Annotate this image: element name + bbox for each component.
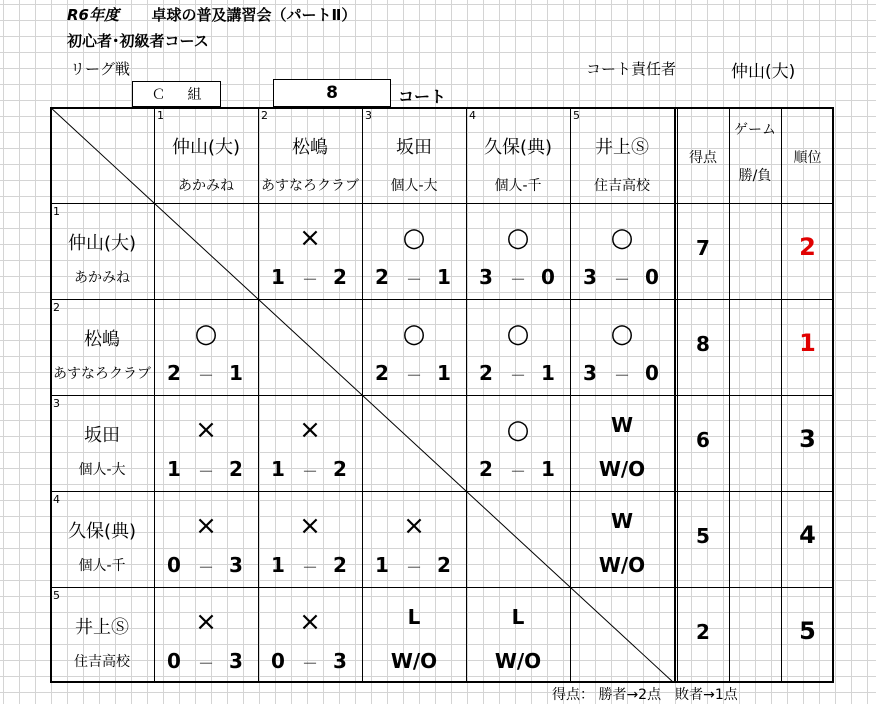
score-dash: － — [197, 558, 214, 577]
score-won: 0 — [167, 649, 181, 673]
score-won: 0 — [271, 649, 285, 673]
score-dash: － — [197, 366, 214, 385]
court-label: コート — [398, 87, 447, 106]
score-won: 1 — [167, 457, 181, 481]
score-dash: － — [301, 654, 318, 673]
player-rank: 3 — [799, 425, 816, 453]
score-lost: 1 — [437, 361, 451, 385]
score-won: 1 — [271, 553, 285, 577]
col-player-number: 5 — [573, 109, 580, 122]
row-divider-1 — [50, 203, 834, 204]
row-player-number: 5 — [53, 589, 60, 602]
walkover-label: W/O — [598, 457, 646, 481]
row-player-number: 1 — [53, 205, 60, 218]
league-label: リーグ戦 — [70, 60, 131, 78]
walkover-label: W/O — [390, 649, 438, 673]
points-header: 得点 — [689, 150, 717, 166]
col-player-team: あすなろクラブ — [261, 178, 359, 194]
course-name: 初心者･初級者コース — [67, 32, 209, 50]
score-dash: － — [405, 270, 422, 289]
score-dash: － — [613, 366, 630, 385]
result-mark: ○ — [194, 319, 218, 349]
score-won: 1 — [271, 265, 285, 289]
score-lost: 1 — [541, 457, 555, 481]
result-mark: × — [403, 511, 425, 541]
score-dash: － — [509, 462, 526, 481]
col-player-name: 坂田 — [396, 137, 432, 158]
col-player-name: 松嶋 — [292, 137, 328, 158]
score-lost: 2 — [333, 553, 347, 577]
row-player-name: 仲山(大) — [67, 233, 137, 254]
row-player-name: 久保(典) — [67, 521, 137, 542]
score-won: 0 — [167, 553, 181, 577]
result-mark: ○ — [506, 319, 530, 349]
row-player-team: 住吉高校 — [74, 654, 130, 670]
score-won: 1 — [271, 457, 285, 481]
row-player-team: あすなろクラブ — [53, 366, 151, 382]
table-border-top — [50, 107, 834, 109]
score-won: 3 — [583, 265, 597, 289]
score-dash: － — [509, 270, 526, 289]
player-points: 7 — [696, 236, 710, 260]
player-points: 8 — [696, 332, 710, 356]
result-mark: × — [195, 607, 217, 637]
score-dash: － — [301, 558, 318, 577]
result-mark: × — [299, 511, 321, 541]
row-player-name: 松嶋 — [84, 329, 120, 350]
score-dash: － — [301, 462, 318, 481]
group-label: 組 — [187, 87, 202, 103]
col-player-team: 個人-大 — [390, 178, 438, 194]
score-lost: 0 — [645, 361, 659, 385]
row-divider-3 — [50, 395, 834, 396]
col-player-team: 個人-千 — [494, 178, 542, 194]
score-lost: 0 — [541, 265, 555, 289]
score-won: 2 — [479, 361, 493, 385]
score-won: 2 — [375, 361, 389, 385]
result-mark: × — [299, 607, 321, 637]
rank-header: 順位 — [793, 150, 822, 166]
corner-diagonal — [50, 107, 154, 203]
row-player-name: 坂田 — [84, 425, 120, 446]
walkover-label: W/O — [598, 553, 646, 577]
col-player-team: あかみね — [178, 178, 234, 194]
score-won: 2 — [479, 457, 493, 481]
col-player-name: 井上Ⓢ — [595, 137, 649, 158]
score-dash: － — [197, 462, 214, 481]
court-manager-name: 仲山(大) — [731, 62, 796, 82]
col-player-name: 久保(典) — [483, 137, 553, 158]
score-lost: 3 — [333, 649, 347, 673]
col-player-number: 2 — [261, 109, 268, 122]
result-mark: ○ — [610, 319, 634, 349]
row-player-number: 3 — [53, 397, 60, 410]
score-won: 1 — [375, 553, 389, 577]
score-lost: 3 — [229, 649, 243, 673]
col-player-number: 4 — [469, 109, 476, 122]
result-mark: × — [299, 415, 321, 445]
score-lost: 1 — [541, 361, 555, 385]
col-player-number: 1 — [157, 109, 164, 122]
court-number: 8 — [326, 83, 338, 103]
score-lost: 2 — [333, 457, 347, 481]
row-player-team: 個人-千 — [78, 558, 126, 574]
row-divider-2 — [50, 299, 834, 300]
result-mark: ○ — [402, 223, 426, 253]
header-year: R6年度 — [67, 6, 119, 24]
header-title: 卓球の普及講習会（パートⅡ） — [151, 6, 357, 24]
game-header-top: ゲーム — [734, 122, 776, 138]
walkover-label: W/O — [494, 649, 542, 673]
player-rank: 1 — [799, 329, 816, 357]
score-lost: 2 — [229, 457, 243, 481]
result-mark: × — [195, 511, 217, 541]
walkover-result: W — [610, 509, 634, 533]
player-rank: 5 — [799, 617, 816, 645]
result-mark: ○ — [506, 415, 530, 445]
walkover-result: L — [511, 605, 525, 629]
score-lost: 0 — [645, 265, 659, 289]
row-divider-5 — [50, 587, 834, 588]
col-player-number: 3 — [365, 109, 372, 122]
court-number-box — [273, 79, 391, 107]
row-player-name: 井上Ⓢ — [75, 617, 129, 638]
row-player-number: 2 — [53, 301, 60, 314]
result-mark: × — [195, 415, 217, 445]
player-rank: 4 — [799, 521, 816, 549]
player-points: 6 — [696, 428, 710, 452]
score-dash: － — [405, 366, 422, 385]
score-lost: 1 — [229, 361, 243, 385]
score-won: 3 — [583, 361, 597, 385]
score-lost: 2 — [437, 553, 451, 577]
player-points: 2 — [696, 620, 710, 644]
game-header-bottom: 勝/負 — [738, 168, 772, 184]
table-border-bottom — [50, 681, 834, 683]
score-dash: － — [613, 270, 630, 289]
footer-note: 得点： 勝者→2点 敗者→1点 — [552, 687, 738, 703]
score-dash: － — [197, 654, 214, 673]
result-mark: ○ — [610, 223, 634, 253]
row-divider-4 — [50, 491, 834, 492]
header-title-line — [67, 4, 356, 25]
walkover-result: L — [407, 605, 421, 629]
score-lost: 3 — [229, 553, 243, 577]
group-letter: Ｃ — [151, 87, 166, 103]
col-player-name: 仲山(大) — [171, 137, 241, 158]
league-table — [50, 107, 834, 683]
group-box — [132, 81, 221, 107]
row-player-team: あかみね — [74, 270, 130, 286]
row-player-team: 個人-大 — [78, 462, 126, 478]
player-rank: 2 — [799, 233, 816, 261]
score-dash: － — [301, 270, 318, 289]
result-mark: × — [299, 223, 321, 253]
col-player-team: 住吉高校 — [594, 178, 650, 194]
score-lost: 1 — [437, 265, 451, 289]
result-mark: ○ — [506, 223, 530, 253]
row-player-number: 4 — [53, 493, 60, 506]
court-manager-label: コート責任者 — [586, 60, 677, 78]
score-dash: － — [405, 558, 422, 577]
score-won: 2 — [167, 361, 181, 385]
player-points: 5 — [696, 524, 710, 548]
result-mark: ○ — [402, 319, 426, 349]
score-dash: － — [509, 366, 526, 385]
score-won: 2 — [375, 265, 389, 289]
score-lost: 2 — [333, 265, 347, 289]
score-won: 3 — [479, 265, 493, 289]
walkover-result: W — [610, 413, 634, 437]
